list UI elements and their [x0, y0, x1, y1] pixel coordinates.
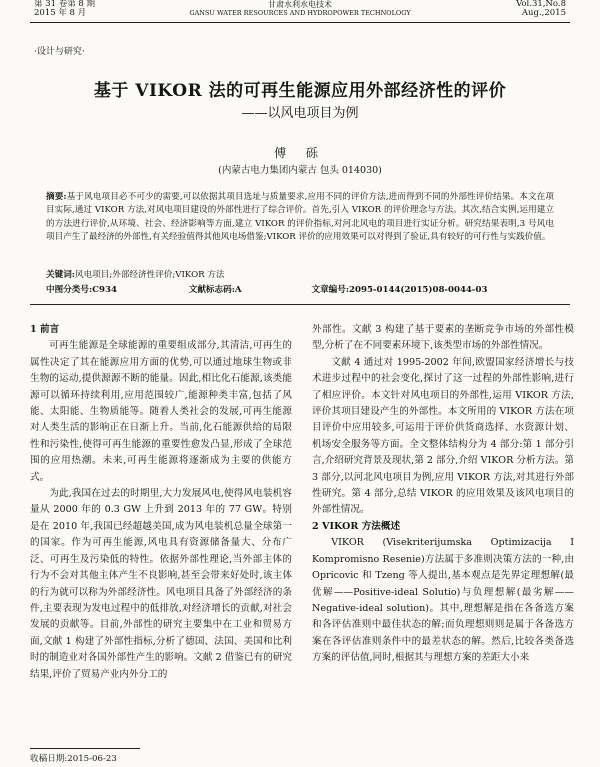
author-affiliation: (内蒙古电力集团内蒙古 包头 014030) — [218, 165, 382, 176]
journal-name-en: GANSU WATER RESOURCES AND HYDROPOWER TECHNOLOGY — [189, 9, 411, 17]
right-column — [312, 322, 574, 667]
keywords — [46, 268, 554, 280]
header-volume-cn: 第 31 卷第 8 期 — [34, 0, 96, 9]
keywords-label: 关键词: — [46, 270, 75, 280]
clc-number: 中图分类号:C934 — [46, 285, 117, 295]
intro-paragraph-1: 可再生能源是全球能源的重要组成部分,其清洁,可再生的属性决定了其在能源应用方面的优势,可以通过地球生物或非生物的运动,提供源源不断的能量。因此,相比化石能源,该类能源可以循环持续利用,应用范围较广,能源种类丰富,包括了风能、太阳能、生物质能等。随着人类社会的发展,可再生能源对人类生活的影响正在日渐上升。当前,化石能源供给的局限性和污染性,使得可再生能源的重要性愈发凸显,形成了全球范围的应用热潮。未来,可再生能源将逐渐成为主要的供能方式。 — [30, 340, 292, 483]
section-label: ·设计与研究· — [34, 47, 85, 57]
header-left — [34, 0, 95, 18]
abstract — [46, 191, 554, 245]
header-date-en: Aug.,2015 — [521, 8, 566, 18]
running-header — [0, 0, 600, 22]
abstract-text: 基于风电项目必不可少的需要,可以依据其项目选址与质量要求,应用不同的评价方法,进而得到不同的外部性评价结果。本文在项目实际,通过 VIKOR 方法,对风电项目建设的外部性进行了综合评价。首先,引入 VIKOR 的评价理念与方法。其次,结合实例,运用建立的方法进行评价,从环境、社会、经济影响等方面,建立 VIKOR 的评价指标,对河北风电的项目进行实证分析。研究结果表明,3 号风电项目产生了最经济的外部性,有关经验值得其他风电场借鉴;VIKOR 评价的应用效果可以对得到了验证,具有较好的可行性与实践价值。 — [46, 192, 554, 243]
left-column — [30, 322, 292, 683]
intro-paragraph-4: 文献 4 通过对 1995-2002 年间,欧盟国家经济增长与技术进步过程中的社会变化,探讨了这一过程的外部性影响,进行了相应评价。本文针对风电项目的外部性,运用 VIKOR 方法,评价其项目建设产生的外部性。本文所用的 VIKOR 方法在项目评价中应用较多,可运用于评价供货商选择、水资源计划、机场安全服务等方面。全文整体结构分为 4 部分:第 1 部分引言,介绍研究背景及现状,第 2 部分,介绍 VIKOR 分析方法。第 3 部分,以河北风电项目为例,应用 VIKOR 方法,对其进行外部性研究。第 4 部分,总结 VIKOR 的应用效果及该风电项目的外部性情况。 — [312, 356, 574, 516]
article-meta — [46, 283, 566, 295]
intro-paragraph-2: 为此,我国在过去的时期里,大力发展风电,使得风电装机容量从 2000 年的 0.3 GW 上升到 2013 年的 77 GW。特别是在 2010 年,我国已经超越美国,成为风电装机总量全球第一的国家。作为可再生能源,风电具有资源储备量大、分布广泛、可再生及污染低的特性。依据外部性理论,当外部主体的行为不会对其他主体产生不良影响,甚至会带来好处时,该主体的行为就可以称为外部经济性。风电项目具备了外部经济的条件,主要表现为发电过程中的低排放,对经济增长的贡献,对社会发展的贡献等。目前,外部性的研究主要集中在工业和贸易方面,文献 1 构建了外部性指标,分析了德国、法国、美国和比利时的制造业对各国外部性产生的影响。文献 2 借鉴已有的研究结果,评价了贸易产业内外分工的 — [30, 488, 292, 680]
header-right — [516, 0, 566, 18]
header-date-cn: 2015 年 8 月 — [34, 8, 87, 18]
body-rule — [30, 304, 570, 305]
header-rule — [30, 22, 570, 23]
heading-vikor: 2 VIKOR 方法概述 — [312, 520, 401, 532]
header-center — [150, 0, 450, 18]
received-date: 收稿日期:2015-06-23 — [30, 754, 117, 764]
abstract-label: 摘要: — [46, 192, 67, 202]
document-code: 文献标志码:A — [188, 285, 242, 295]
article-subtitle: ——以风电项目为例 — [241, 106, 359, 121]
author-name: 傅 砾 — [274, 146, 326, 160]
footer-rule — [30, 748, 140, 749]
intro-paragraph-3: 外部性。文献 3 构建了基于要素的垄断竞争市场的外部性模型,分析了在不同要素环境下,该类型市场的外部性情况。 — [312, 324, 574, 352]
vikor-paragraph-1: VIKOR (Visekriterijumska Optimizacija I Kompromisno Resenie)方法属于多准则决策方法的一种,由 Opricovic 和 Tzeng 等人提出,基本观点是先界定理想解(最优解——Positive-ideal Solutio)与负理想解(最劣解——Negative-ideal solution)。其中,理想解是指在各备选方案和各评估准则中最佳状态的解;而负理想则则是属于各备选方案在各评估准则条件中的最差状态的解。然后,比较各类备选方案的评估值,同时,根据其与理想方案的差距大小来 — [312, 537, 574, 664]
header-volume-en: Vol.31,No.8 — [516, 0, 566, 9]
article-number: 文章编号:2095-0144(2015)08-0044-03 — [311, 285, 488, 295]
keywords-text: 风电项目;外部经济性评价;VIKOR 方法 — [74, 270, 225, 280]
journal-name-cn: 甘肃水利水电技术 — [268, 0, 332, 9]
heading-introduction: 1 前言 — [30, 324, 60, 335]
article-title: 基于 VIKOR 法的可再生能源应用外部经济性的评价 — [93, 81, 507, 101]
